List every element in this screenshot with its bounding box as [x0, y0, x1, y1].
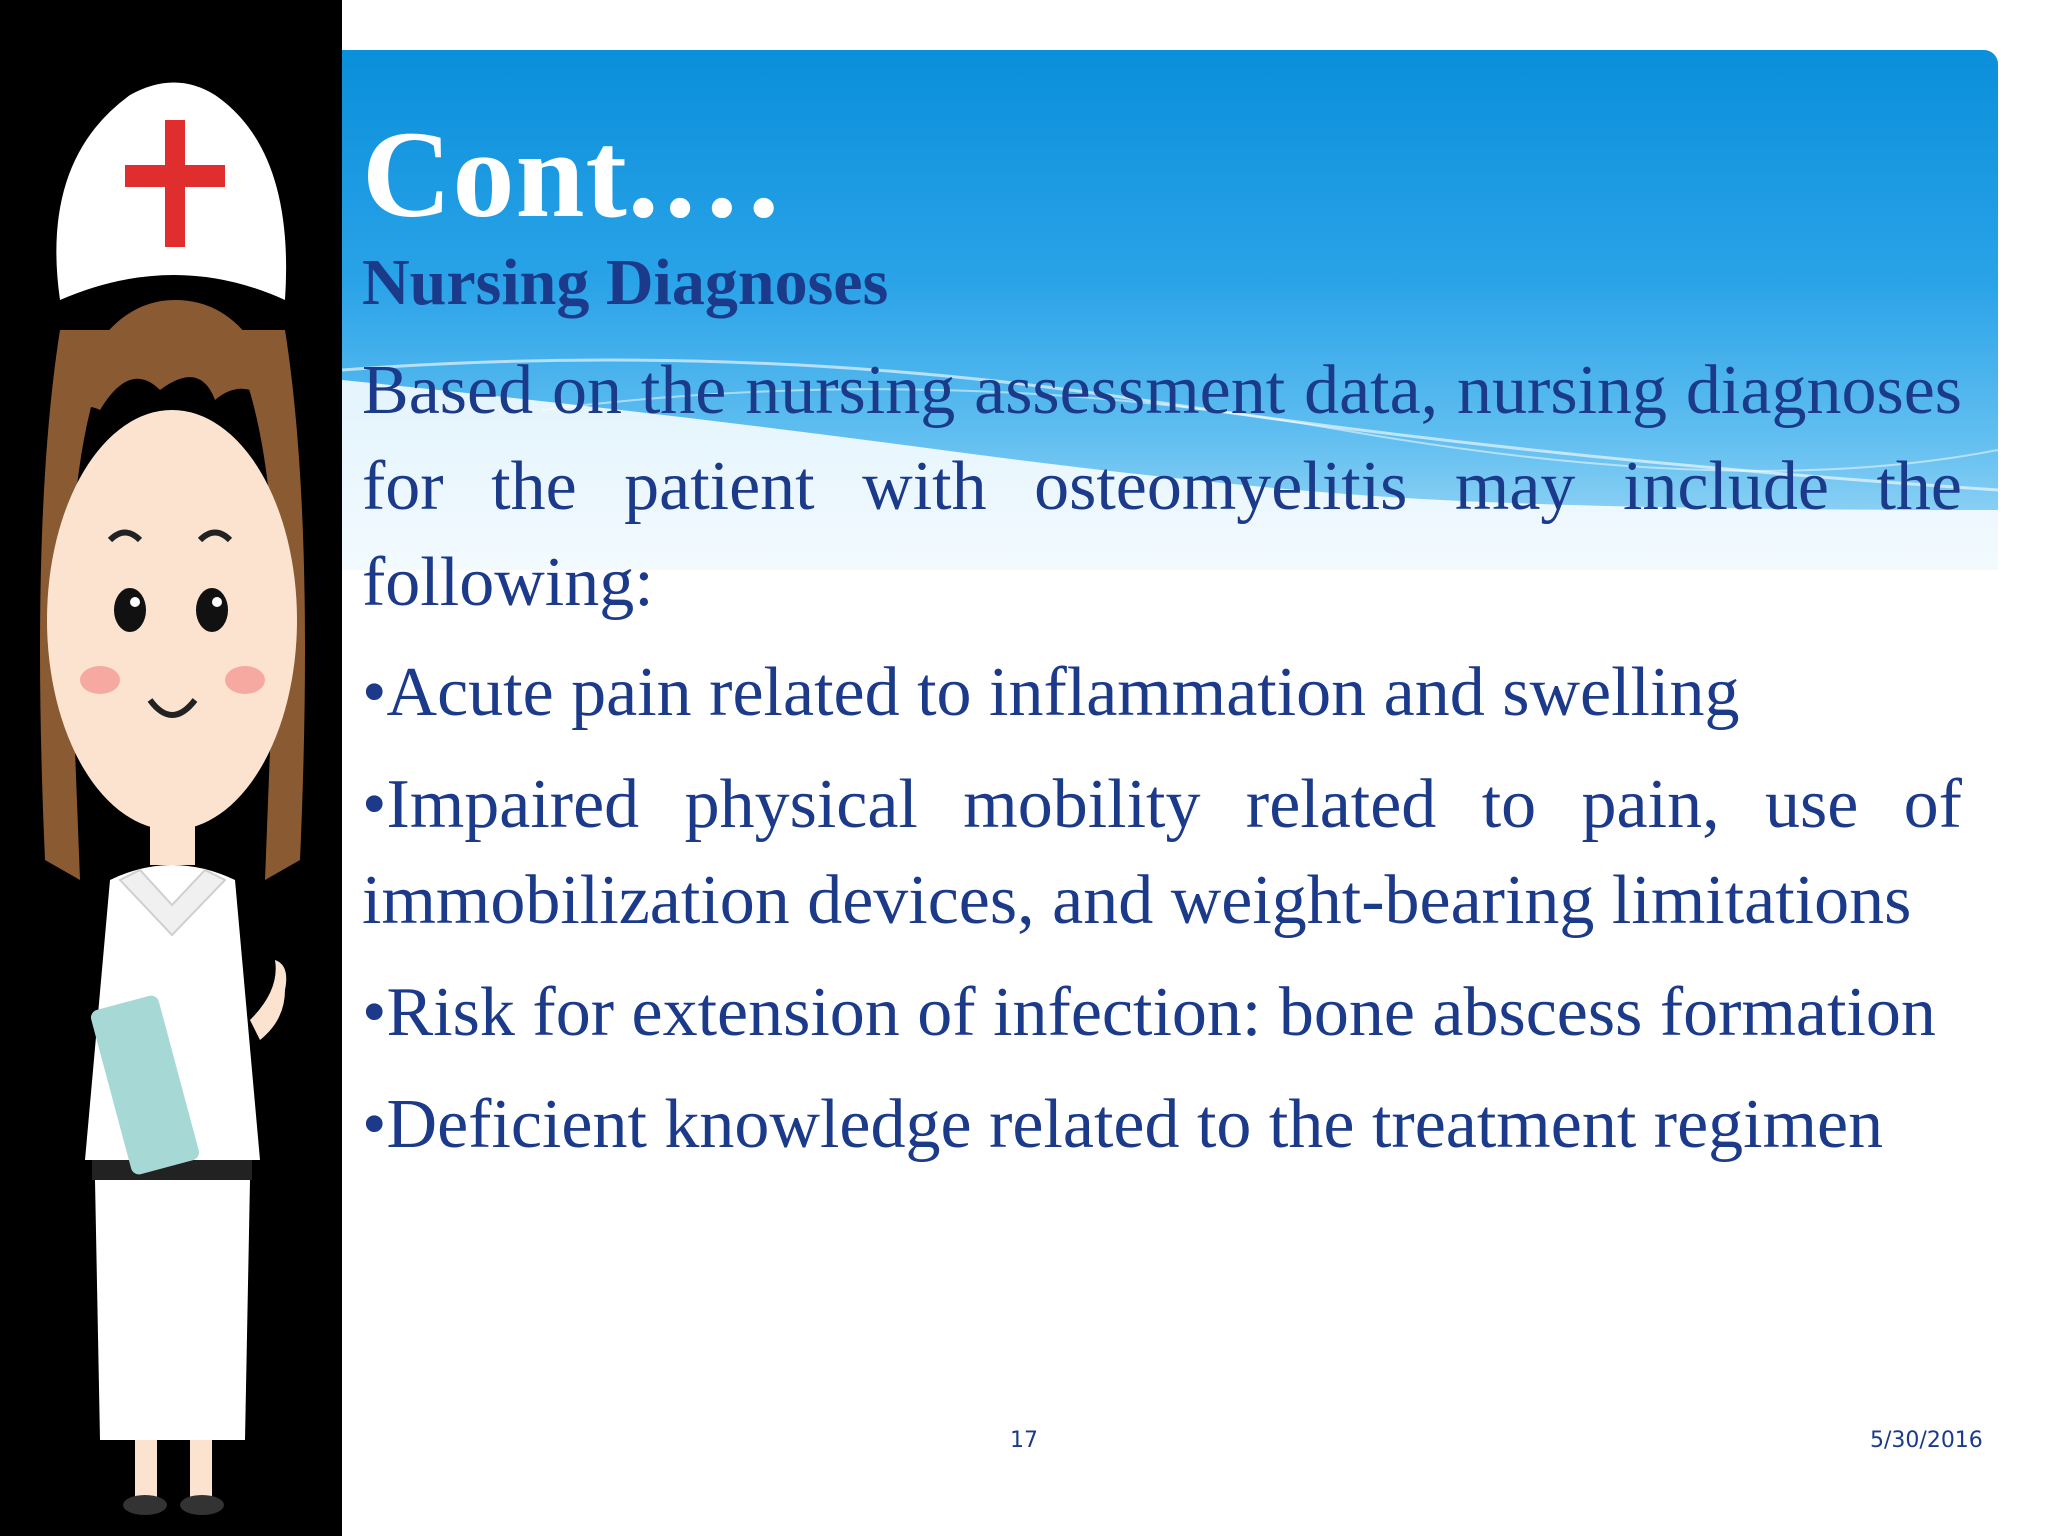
- left-panel: [0, 0, 342, 1536]
- slide-content: [362, 105, 1962, 1189]
- diagnosis-list: [362, 645, 1962, 1173]
- list-item: • Deficient knowledge related to the treatment regimen: [362, 1077, 1962, 1173]
- slide-subtitle: Nursing Diagnoses: [362, 246, 889, 319]
- intro-paragraph: Based on the nursing assessment data, nursing diagnoses for the patient with osteomyelitis may include the following:: [362, 352, 1962, 621]
- list-item: • Risk for extension of infection: bone abscess formation: [362, 965, 1962, 1061]
- page-number: 17: [1010, 1428, 1038, 1453]
- nurse-illustration: [0, 0, 342, 1536]
- slide-title: Cont.…: [362, 106, 785, 243]
- list-item: • Acute pain related to inflammation and swelling: [362, 645, 1962, 741]
- slide-date: 5/30/2016: [1870, 1428, 1983, 1453]
- list-item: • Impaired physical mobility related to pain, use of immobilization devices, and weight-bearing limitations: [362, 757, 1962, 949]
